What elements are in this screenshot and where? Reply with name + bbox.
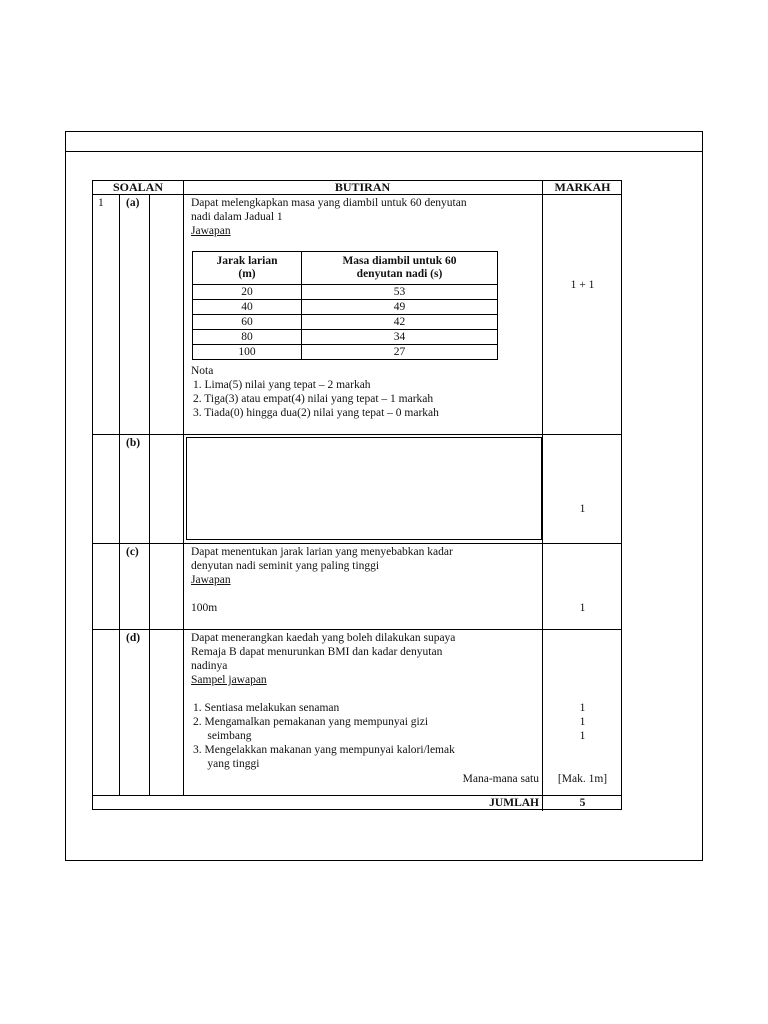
part-b-label: (b) (126, 437, 141, 449)
part-c-mark: 1 (579, 602, 586, 614)
cell-distance: 100 (193, 345, 302, 360)
header-distance-line2: (m) (238, 268, 256, 280)
table-header-time (302, 252, 498, 285)
part-d-item-3-cont: yang tinggi (193, 758, 260, 770)
part-d-item-3: 3. Mengelakkan makanan yang mempunyai kalori/lemak (193, 744, 455, 756)
part-d-mark-2: 1 (579, 716, 586, 728)
part-d-max: [Mak. 1m] (557, 773, 608, 785)
row-divider-a (93, 434, 621, 435)
table-header-distance (193, 252, 302, 285)
part-a-answer-label: Jawapan (191, 225, 231, 237)
part-d-answer-label: Sampel jawapan (191, 674, 267, 686)
part-d-desc-3: nadinya (191, 660, 228, 672)
part-d-item-1: 1. Sentiasa melakukan senaman (193, 702, 340, 714)
part-a-mark: 1 + 1 (570, 279, 595, 291)
cell-time: 42 (302, 315, 498, 330)
col-divider-part (149, 194, 150, 796)
question-number: 1 (98, 197, 104, 209)
part-d-item-2: 2. Mengamalkan pemakanan yang mempunyai gizi (193, 716, 429, 728)
header-markah: MARKAH (554, 180, 611, 194)
col-divider-number (119, 194, 120, 796)
part-d-item-2-cont: seimbang (193, 730, 252, 742)
cell-distance: 40 (193, 300, 302, 315)
header-time-line2: denyutan nadi (s) (356, 268, 443, 280)
part-b-answer-box (186, 437, 542, 540)
row-divider-b (93, 543, 621, 544)
part-a-label: (a) (126, 197, 140, 209)
table-row (193, 315, 498, 330)
cell-time: 34 (302, 330, 498, 345)
cell-distance: 80 (193, 330, 302, 345)
total-label: JUMLAH (489, 797, 539, 809)
part-d-desc-2: Remaja B dapat menurunkan BMI dan kadar denyutan (191, 646, 443, 658)
part-d-mark-3: 1 (579, 730, 586, 742)
part-c-label: (c) (126, 546, 139, 558)
frame-divider (66, 151, 702, 152)
part-c-desc-2: denyutan nadi seminit yang paling tinggi (191, 560, 380, 572)
header-soalan: SOALAN (112, 180, 163, 194)
part-c-answer-label: Jawapan (191, 574, 231, 586)
table-row (193, 285, 498, 300)
part-d-mark-1: 1 (579, 702, 586, 714)
header-butiran: BUTIRAN (334, 180, 391, 194)
col-divider-soalan (183, 181, 184, 796)
note-item-2: 2. Tiga(3) atau empat(4) nilai yang tepat – 1 markah (193, 393, 434, 405)
header-time-line1: Masa diambil untuk 60 (342, 255, 457, 267)
marking-scheme-table (92, 180, 622, 810)
part-d-desc-1: Dapat menerangkan kaedah yang boleh dilakukan supaya (191, 632, 456, 644)
row-divider-c (93, 629, 621, 630)
cell-distance: 60 (193, 315, 302, 330)
part-b-mark: 1 (579, 503, 586, 515)
part-c-desc-1: Dapat menentukan jarak larian yang menyebabkan kadar (191, 546, 453, 558)
note-item-1: 1. Lima(5) nilai yang tepat – 2 markah (193, 379, 371, 391)
part-c-answer: 100m (191, 602, 218, 614)
note-item-3: 3. Tiada(0) hingga dua(2) nilai yang tepat – 0 markah (193, 407, 439, 419)
table-row (193, 300, 498, 315)
cell-time: 49 (302, 300, 498, 315)
data-table (192, 251, 498, 360)
part-d-label: (d) (126, 632, 141, 644)
total-value: 5 (579, 797, 586, 809)
cell-time: 27 (302, 345, 498, 360)
cell-time: 53 (302, 285, 498, 300)
note-title: Nota (191, 365, 214, 377)
table-row (193, 330, 498, 345)
part-d-any-one: Mana-mana satu (462, 773, 539, 785)
header-distance-line1: Jarak larian (216, 255, 278, 267)
cell-distance: 20 (193, 285, 302, 300)
part-a-desc-1: Dapat melengkapkan masa yang diambil untuk 60 denyutan (191, 197, 467, 209)
part-a-desc-2: nadi dalam Jadual 1 (191, 211, 283, 223)
table-row (193, 345, 498, 360)
